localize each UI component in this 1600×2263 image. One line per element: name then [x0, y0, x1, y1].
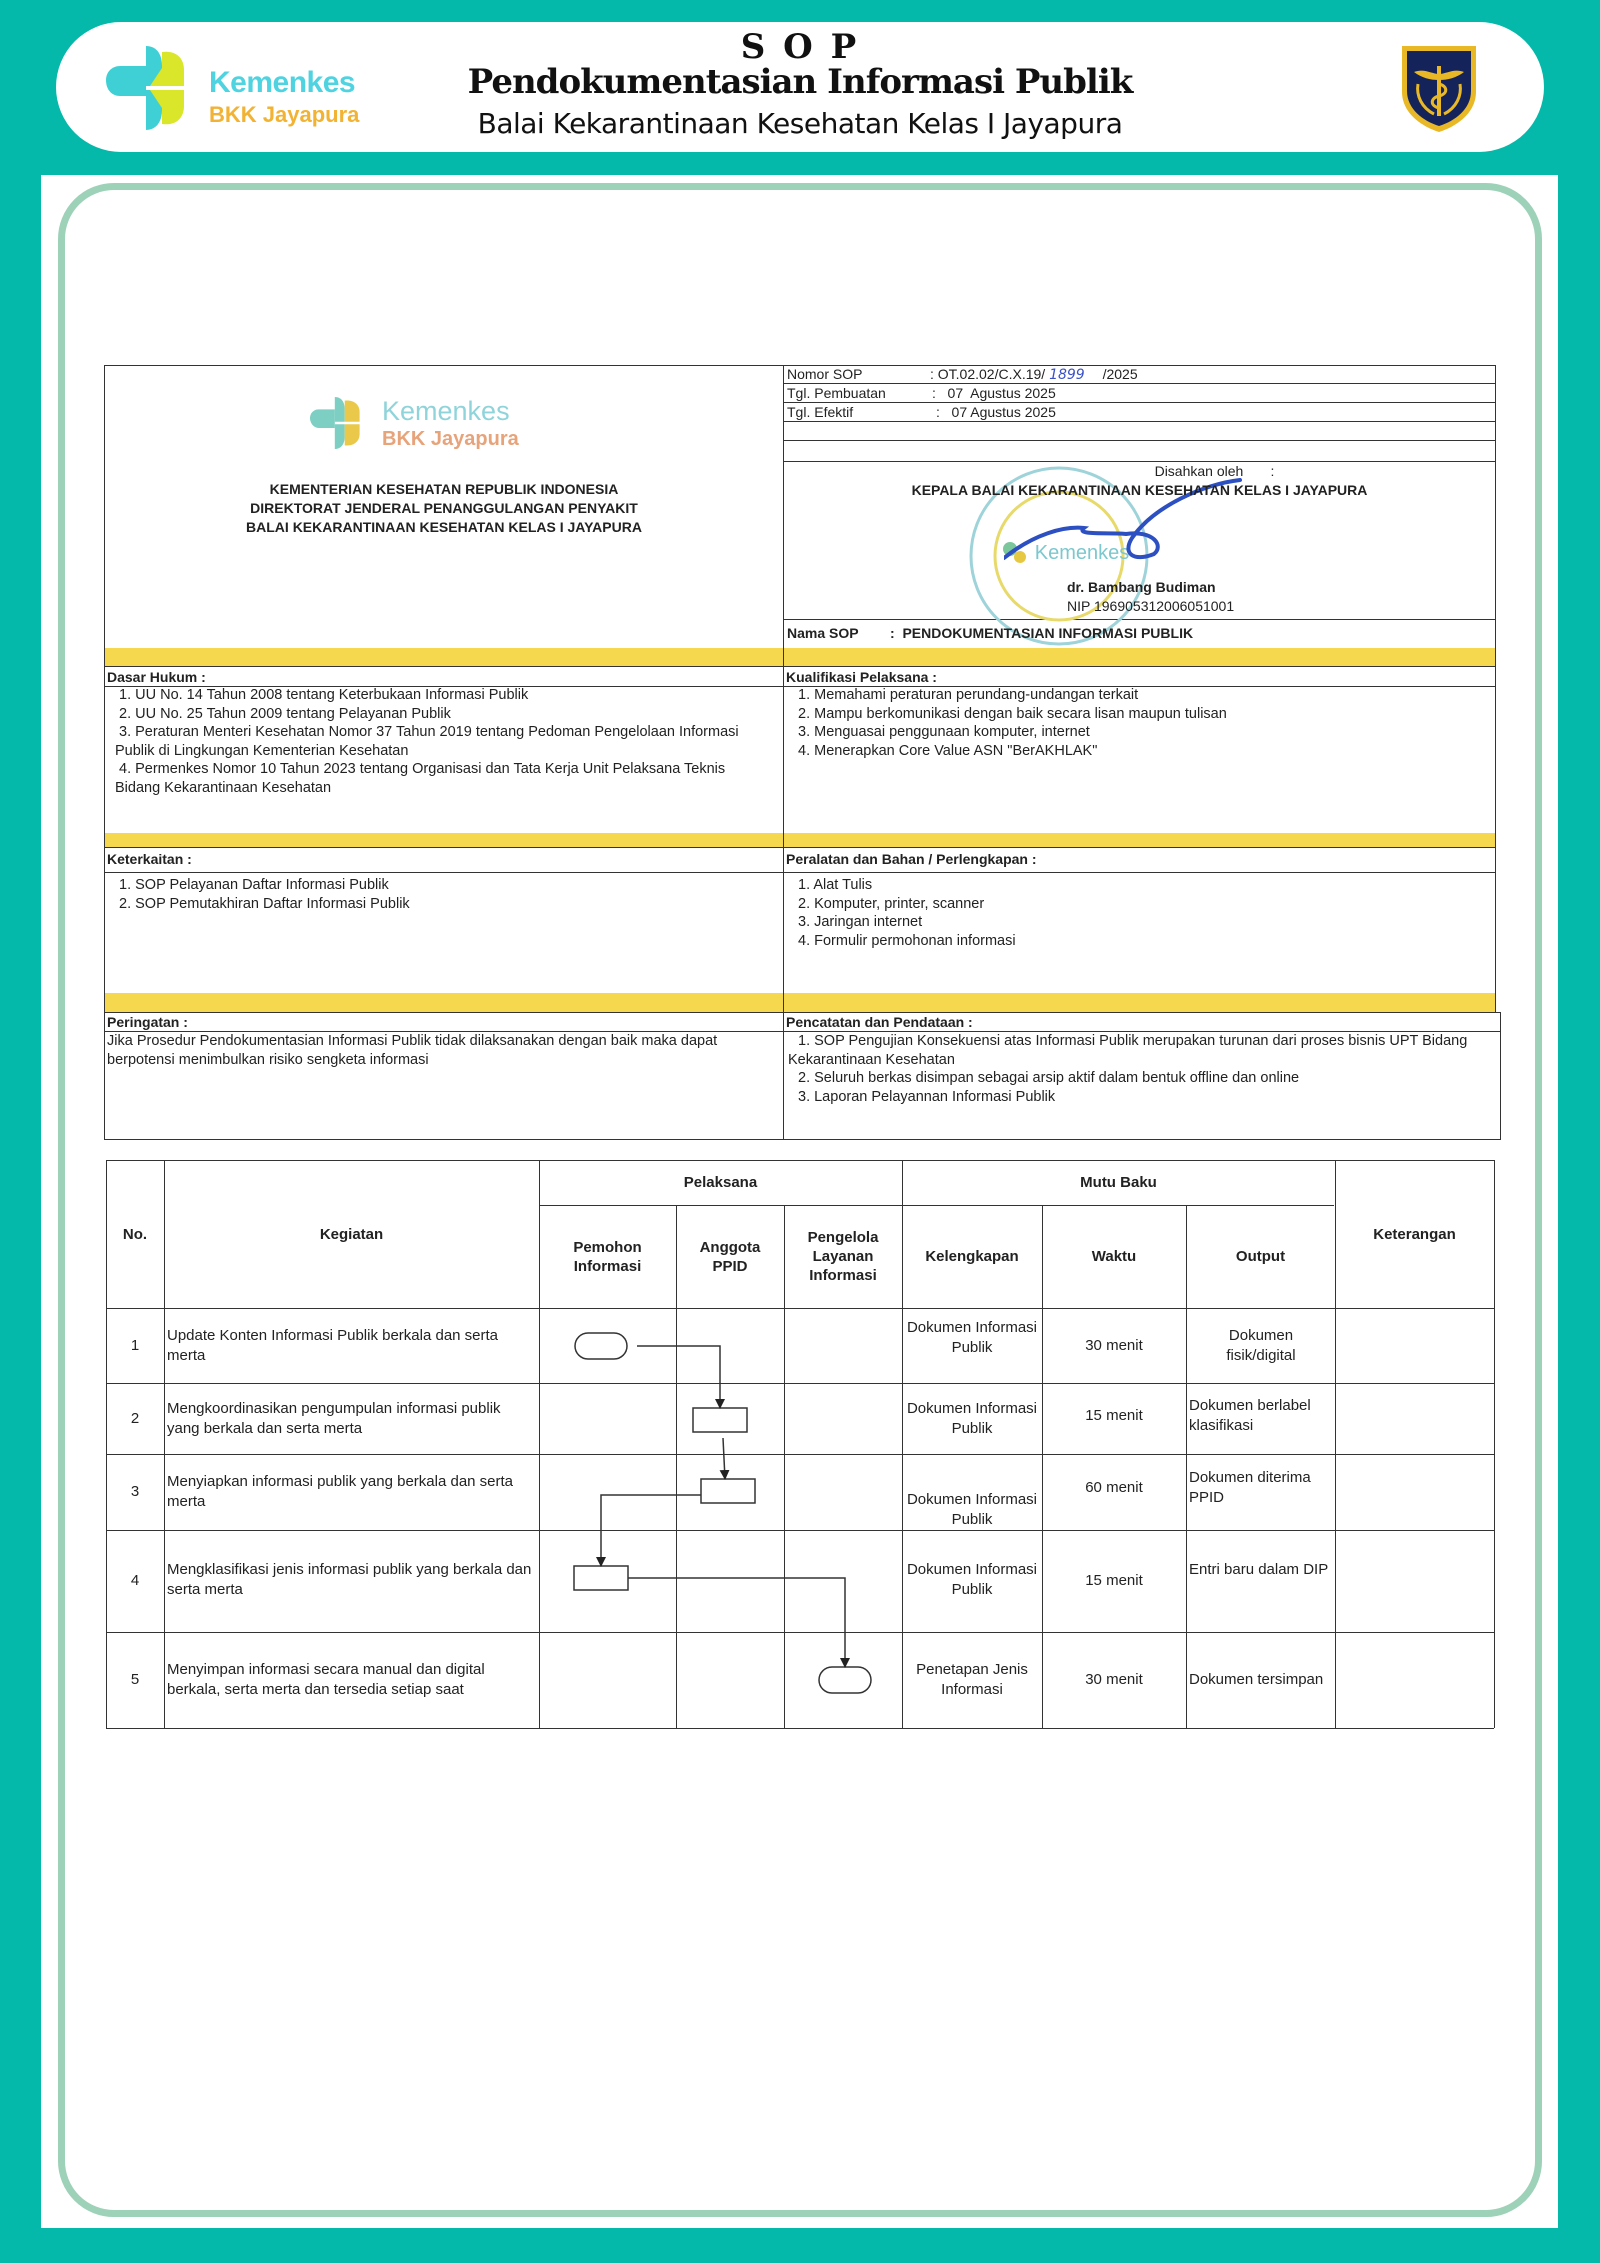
tgl-efektif-label: Tgl. Efektif — [787, 404, 854, 420]
signer-nip: NIP 196905312006051001 — [1067, 598, 1235, 614]
list-item: Publik di Lingkungan Kementerian Kesehatan — [115, 742, 409, 759]
col-header-pemohon: Pemohon Informasi — [573, 1238, 642, 1275]
row-2-output: Dokumen berlabel klasifikasi — [1189, 1397, 1311, 1434]
nama-sop-value: : PENDOKUMENTASIAN INFORMASI PUBLIK — [890, 625, 1194, 641]
list-item: 2. Mampu berkomunikasi dengan baik secara lisan maupun tulisan — [798, 705, 1227, 722]
row-2-kelengkapan: Dokumen Informasi Publik — [906, 1399, 1038, 1437]
row-2-kegiatan: Mengkoordinasikan pengumpulan informasi publik yang berkala dan serta merta — [167, 1399, 501, 1437]
list-item: 3. Laporan Pelayannan Informasi Publik — [798, 1088, 1056, 1105]
logo-bkk-text: BKK Jayapura — [209, 102, 360, 127]
col-header-output: Output — [1235, 1248, 1286, 1265]
list-item: 1. SOP Pengujian Konsekuensi atas Informasi Publik merupakan turunan dari proses bisnis UPT Bidang — [798, 1033, 1468, 1049]
list-item: 1. Alat Tulis — [798, 877, 873, 893]
row-1-kegiatan: Update Konten Informasi Publik berkala dan serta merta — [167, 1326, 499, 1364]
list-item: 1. UU No. 14 Tahun 2008 tentang Keterbukaan Informasi Publik — [119, 687, 529, 703]
col-header-keterangan: Keterangan — [1373, 1225, 1456, 1243]
flow-arrow-4-5 — [628, 1578, 845, 1667]
list-item: Bidang Kekarantinaan Kesehatan — [115, 779, 332, 796]
nomor-handwritten: 1899 — [1049, 367, 1085, 383]
flow-arrow-3-4 — [601, 1495, 701, 1566]
list-item: 2. SOP Pemutakhiran Daftar Informasi Publik — [119, 895, 410, 912]
col-header-pengelola: Pengelola Layanan Informasi — [807, 1229, 879, 1284]
row-1-waktu: 30 menit — [1085, 1336, 1143, 1354]
nama-sop-label: Nama SOP — [787, 625, 859, 641]
disahkan-label: Disahkan oleh : — [1154, 463, 1275, 479]
row-4-kegiatan: Mengklasifikasi jenis informasi publik yang berkala dan serta merta — [167, 1561, 532, 1598]
list-item: 3. Jaringan internet — [798, 914, 923, 930]
col-header-kegiatan: Kegiatan — [319, 1225, 384, 1243]
peralatan-title: Peralatan dan Bahan / Perlengkapan : — [786, 851, 1037, 867]
list-item: 3. Menguasai penggunaan komputer, internet — [798, 724, 1090, 740]
org-line-2: DIREKTORAT JENDERAL PENANGGULANGAN PENYAKIT — [250, 500, 638, 516]
col-header-mutu-baku: Mutu Baku — [1080, 1174, 1157, 1191]
row-4-waktu: 15 menit — [1085, 1572, 1143, 1589]
stamp-text: Kemenkes — [1034, 542, 1130, 564]
row-4-output: Entri baru dalam DIP — [1189, 1561, 1329, 1578]
nomor-sop-value: : OT.02.02/C.X.19/ 1899 /2025 — [930, 366, 1138, 383]
row-3-kegiatan: Menyiapkan informasi publik yang berkala dan serta merta — [167, 1473, 514, 1510]
list-item: 4. Menerapkan Core Value ASN "BerAKHLAK" — [798, 742, 1098, 759]
list-item: 2. UU No. 25 Tahun 2009 tentang Pelayanan Publik — [119, 705, 451, 722]
col-header-kelengkapan: Kelengkapan — [925, 1248, 1019, 1265]
tgl-efektif-value: : 07 Agustus 2025 — [936, 404, 1056, 420]
flow-shape-process-step-2 — [693, 1408, 747, 1432]
list-item: 2. Seluruh berkas disimpan sebagai arsip aktif dalam bentuk offline dan online — [798, 1070, 1300, 1086]
peringatan-text: Jika Prosedur Pendokumentasian Informasi Publik tidak dilaksanakan dengan baik maka dapat berpotensi menimbulkan risiko sengketa informasi — [107, 1033, 718, 1068]
tgl-pembuatan-value: : 07 Agustus 2025 — [932, 385, 1056, 401]
peringatan-title: Peringatan : — [107, 1014, 188, 1030]
row-5-no: 5 — [130, 1671, 140, 1688]
flow-shape-terminator-step-5 — [819, 1667, 871, 1693]
keterkaitan-title: Keterkaitan : — [107, 851, 192, 867]
row-1-kelengkapan: Dokumen Informasi Publik — [906, 1319, 1038, 1356]
page-subtitle: Balai Kekarantinaan Kesehatan Kelas I Jayapura — [477, 107, 1123, 140]
row-2-no: 2 — [130, 1409, 140, 1427]
flow-arrow-1-2 — [637, 1346, 720, 1408]
list-item: 1. SOP Pelayanan Daftar Informasi Publik — [119, 877, 389, 893]
page-title: Pendokumentasian Informasi Publik — [467, 62, 1133, 102]
row-5-waktu: 30 menit — [1085, 1671, 1143, 1688]
flow-shape-process-step-4 — [574, 1566, 628, 1590]
col-header-waktu: Waktu — [1091, 1248, 1137, 1265]
list-item: Kekarantinaan Kesehatan — [788, 1051, 955, 1068]
nomor-sop-label: Nomor SOP — [787, 366, 863, 382]
flow-arrow-2-3 — [723, 1438, 725, 1479]
row-1-output: Dokumen fisik/digital — [1226, 1326, 1296, 1364]
list-item: 4. Formulir permohonan informasi — [798, 932, 1016, 949]
col-header-no: No. — [122, 1225, 148, 1243]
row-4-no: 4 — [130, 1572, 140, 1589]
row-1-no: 1 — [130, 1336, 140, 1354]
flow-shape-process-step-3 — [701, 1479, 755, 1503]
dasar-hukum-title: Dasar Hukum : — [107, 669, 206, 685]
logo-kemenkes-text: Kemenkes — [209, 66, 356, 99]
list-item: 2. Komputer, printer, scanner — [798, 895, 985, 912]
row-5-kegiatan: Menyimpan informasi secara manual dan digital berkala, serta merta dan tersedia setiap saat — [167, 1661, 485, 1698]
org-line-3: BALAI KEKARANTINAAN KESEHATAN KELAS I JAYAPURA — [246, 519, 642, 535]
col-header-anggota: Anggota PPID — [699, 1238, 761, 1275]
list-item: 1. Memahami peraturan perundang-undangan terkait — [798, 687, 1139, 703]
doc-logo-bkk: BKK Jayapura — [382, 428, 519, 450]
kualifikasi-title: Kualifikasi Pelaksana : — [786, 669, 937, 685]
list-item: 3. Peraturan Menteri Kesehatan Nomor 37 Tahun 2019 tentang Pedoman Pengelolaan Informasi — [119, 724, 739, 740]
org-line-1: KEMENTERIAN KESEHATAN REPUBLIK INDONESIA — [269, 481, 619, 497]
title-sop: S O P — [740, 27, 860, 67]
col-header-pelaksana: Pelaksana — [683, 1174, 758, 1191]
row-3-kelengkapan: Dokumen Informasi Publik — [906, 1491, 1038, 1528]
jabatan-pengesah: KEPALA BALAI KEKARANTINAAN KESEHATAN KELAS I JAYAPURA — [911, 482, 1368, 498]
list-item: 4. Permenkes Nomor 10 Tahun 2023 tentang Organisasi dan Tata Kerja Unit Pelaksana Teknis — [119, 761, 726, 777]
doc-logo-kemenkes: Kemenkes — [382, 396, 510, 426]
tgl-pembuatan-label: Tgl. Pembuatan — [787, 385, 886, 401]
flow-shape-terminator-step-1 — [575, 1333, 627, 1359]
row-3-no: 3 — [130, 1483, 140, 1500]
row-3-output: Dokumen diterima PPID — [1189, 1469, 1311, 1506]
signer-name: dr. Bambang Budiman — [1067, 579, 1216, 595]
row-2-waktu: 15 menit — [1085, 1407, 1143, 1424]
row-5-kelengkapan: Penetapan Jenis Informasi — [916, 1661, 1028, 1698]
row-4-kelengkapan: Dokumen Informasi Publik — [906, 1561, 1038, 1598]
row-3-waktu: 60 menit — [1085, 1479, 1143, 1496]
pencatatan-title: Pencatatan dan Pendataan : — [786, 1014, 973, 1030]
row-5-output: Dokumen tersimpan — [1189, 1671, 1324, 1688]
